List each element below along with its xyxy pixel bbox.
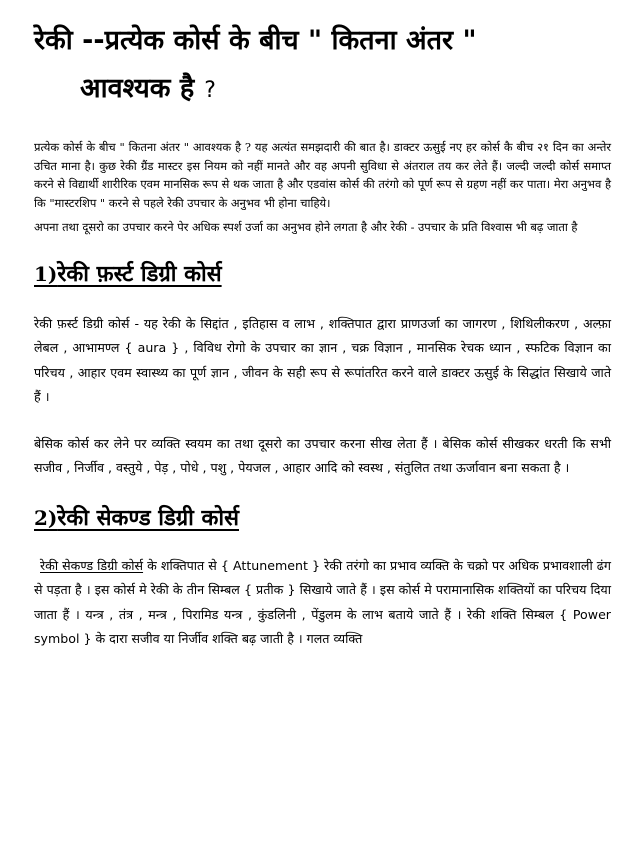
- section-1-paragraph-2: बेसिक कोर्स कर लेने पर व्यक्ति स्वयम का तथा दूसरो का उपचार करना सीख लेता हैं । बेसिक कोर्स सीखकर धरती कि सभी सजीव , निर्जीव , वस्तुये , पेड़ , पोधे , पशु , पेयजल , आहार आदि को स्वस्थ , संतुलित तथा ऊर्जावान बना सकता है ।: [34, 435, 611, 475]
- intro-paragraph-1: प्रत्येक कोर्स के बीच " कितना अंतर " आवश्यक है ? यह अत्यंत समझदारी की बात है। डाक्टर ऊसुई नए हर कोर्स कै बीच २१ दिन का अन्तेर उचित माना है। कुछ रेकी ग्रैंड मास्टर इस नियम को नहीं मानते और वह अपनी सुविधा से अंतराल तय कर लेते हैं। जल्दी जल्दी कोर्स समाप्त करने से विद्यार्थी शारीरिक एवम मानसिक रूप से थक जाता है और एडवांस कोर्स की तरंगो को पूर्ण रूप से ग्रहण नहीं कर पाता। मेरा अनुभव है कि "मास्टरशिप " करने से पहले रेकी उपचार के अनुभव भी होना चाहिये।: [34, 140, 611, 210]
- section-2-number: 2): [34, 505, 58, 530]
- section-2-lead-phrase: रेकी सेकण्ड डिग्री कोर्स: [40, 557, 144, 573]
- title-line-2-text: आवश्यक है: [80, 73, 195, 104]
- section-2-heading-underlined: [34, 506, 239, 531]
- section-1-title: रेकी फ़र्स्ट डिग्री कोर्स: [57, 261, 222, 287]
- intro-section: [34, 138, 611, 237]
- section-1-heading-underlined: [34, 262, 222, 287]
- section-1-number: 1): [34, 261, 58, 286]
- section-1-heading: [34, 259, 611, 290]
- section-1-paragraph-1: रेकी फ़र्स्ट डिग्री कोर्स - यह रेकी के सिद्दांत , इतिहास व लाभ , शक्तिपात द्वारा प्राणउर्जा का जागरण , शिथिलीकरण , अल्फ़ा लेबल , आभामण्ल { aura } , विविध रोगो के उपचार का ज्ञान , चक्र विज्ञान , मानसिक रेचक ध्यान , स्फटिक विज्ञान का परिचय , आहार एवम स्वास्थ्य का पूर्ण ज्ञान , जीवन के सही रूप से रूपांतरित करने वाले डाक्टर ऊसुई के सिद्धांत सिखाये जाते हैं ।: [34, 315, 611, 404]
- section-2-paragraph-1: [34, 554, 611, 652]
- intro-paragraph-2: अपना तथा दूसरो का उपचार करने पेर अधिक स्पर्श उर्जा का अनुभव होने लगता है और रेकी - उपचार के प्रति विश्वास भी बढ़ जाता है: [34, 220, 578, 234]
- title-question-mark: ?: [204, 78, 216, 103]
- section-2-heading: [34, 503, 611, 534]
- section-2-title: रेकी सेकण्ड डिग्री कोर्स: [57, 505, 239, 531]
- title-line-1: रेकी --प्रत्येक कोर्स के बीच " कितना अंतर ": [34, 25, 477, 56]
- title-line-2: [34, 70, 611, 110]
- section-2-paragraph-text: के शक्तिपात से { Attunement } रेकी तरंगो का प्रभाव व्यक्ति के चक्रो पर अधिक प्रभावशाली ढंग से पड़ता है । इस कोर्स मे रेकी के तीन सिम्बल { प्रतीक } सिखाये जाते हैं । इस कोर्स मे परामानासिक शक्तियों का परिचय दिया जाता हैं । यन्त्र , तंत्र , मन्त्र , पिरामिड यन्त्र , कुंडलिनी , पेंडुलम के लाभ बताये जाते हैं । रेकी शक्ति सिम्बल { Power symbol } के दारा सजीव या निर्जीव शक्ति बढ़ जाती है । गलत व्यक्ति: [34, 557, 611, 646]
- document-title: [34, 22, 611, 110]
